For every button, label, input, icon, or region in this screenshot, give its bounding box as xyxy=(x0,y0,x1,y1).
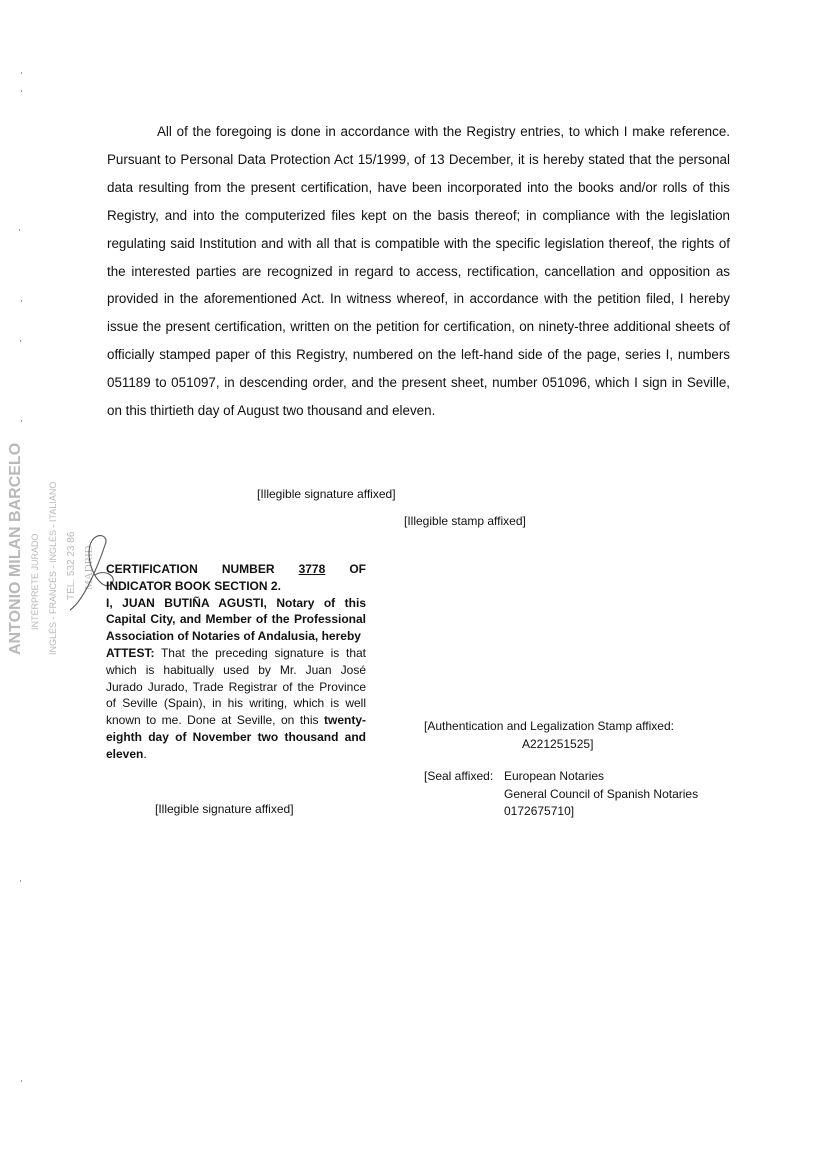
stamp-city: MADRID xyxy=(83,545,95,590)
illegible-signature-note: [Illegible signature affixed] xyxy=(257,487,396,501)
seal-line-3: 0172675710] xyxy=(504,804,575,818)
notary-statement: I, JUAN BUTIÑA AGUSTI, Notary of this Capital City, and Member of the Professional Association of Notaries of Andalusia, hereby xyxy=(106,595,366,644)
stamp-languages: INGLÉS - FRANCÉS - INGLÉS - ITALIANO xyxy=(48,481,58,655)
seal-line-1: European Notaries xyxy=(504,769,605,783)
seal-label: [Seal affixed: xyxy=(424,769,494,783)
certification-main-paragraph: All of the foregoing is done in accordance with the Registry entries, to which I make reference. Pursuant to Personal Data Protection Act 15/1999, of 13 December, it is hereby stated that the personal data resulting from the present certification, have been incorporated into the books and/or rolls of this Registry, and into the computerized files kept on the basis thereof; in compliance with the legislation regulating said Institution and with all that is compatible with the specific legislation thereof, the rights of the interested parties are recognized in regard to access, rectification, cancellation and opposition as provided in the aforementioned Act. In witness whereof, in accordance with the petition filed, I hereby issue the present certification, written on the petition for certification, on ninety-three additional sheets of officially stamped paper of this Registry, numbered on the left-hand side of the page, series I, numbers 051189 to 051097, in descending order, and the present sheet, number 051096, which I sign in Seville, on this thirtieth day of August two thousand and eleven. xyxy=(107,124,730,419)
notary-certification-block xyxy=(106,561,366,763)
stamp-name: ANTONIO MILAN BARCELO xyxy=(7,442,24,655)
legalization-line-1: [Authentication and Legalization Stamp affixed: xyxy=(424,719,674,733)
certification-heading: CERTIFICATION NUMBER 3778 OF INDICATOR BOOK SECTION 2. xyxy=(106,562,366,593)
certification-number: 3778 xyxy=(298,562,326,576)
seal-line-2: General Council of Spanish Notaries xyxy=(504,786,699,801)
notary-signature-note: [Illegible signature affixed] xyxy=(155,802,294,816)
stamp-title: INTÉRPRETE JURADO xyxy=(30,533,40,630)
attest-statement: ATTEST: That the preceding signature is that which is habitually used by Mr. Juan José Jurado Jurado, Trade Registrar of the Province of Seville (Spain), in his writing, which is well known to me. Done at Seville, on this twenty-eighth day of November two thousand and eleven. xyxy=(106,645,366,761)
legalization-number: A221251525] xyxy=(522,736,594,751)
legalization-stamp-note xyxy=(424,718,674,753)
stamp-phone: TEL. 532 23 86 xyxy=(66,531,77,600)
illegible-stamp-note: [Illegible stamp affixed] xyxy=(404,514,526,528)
